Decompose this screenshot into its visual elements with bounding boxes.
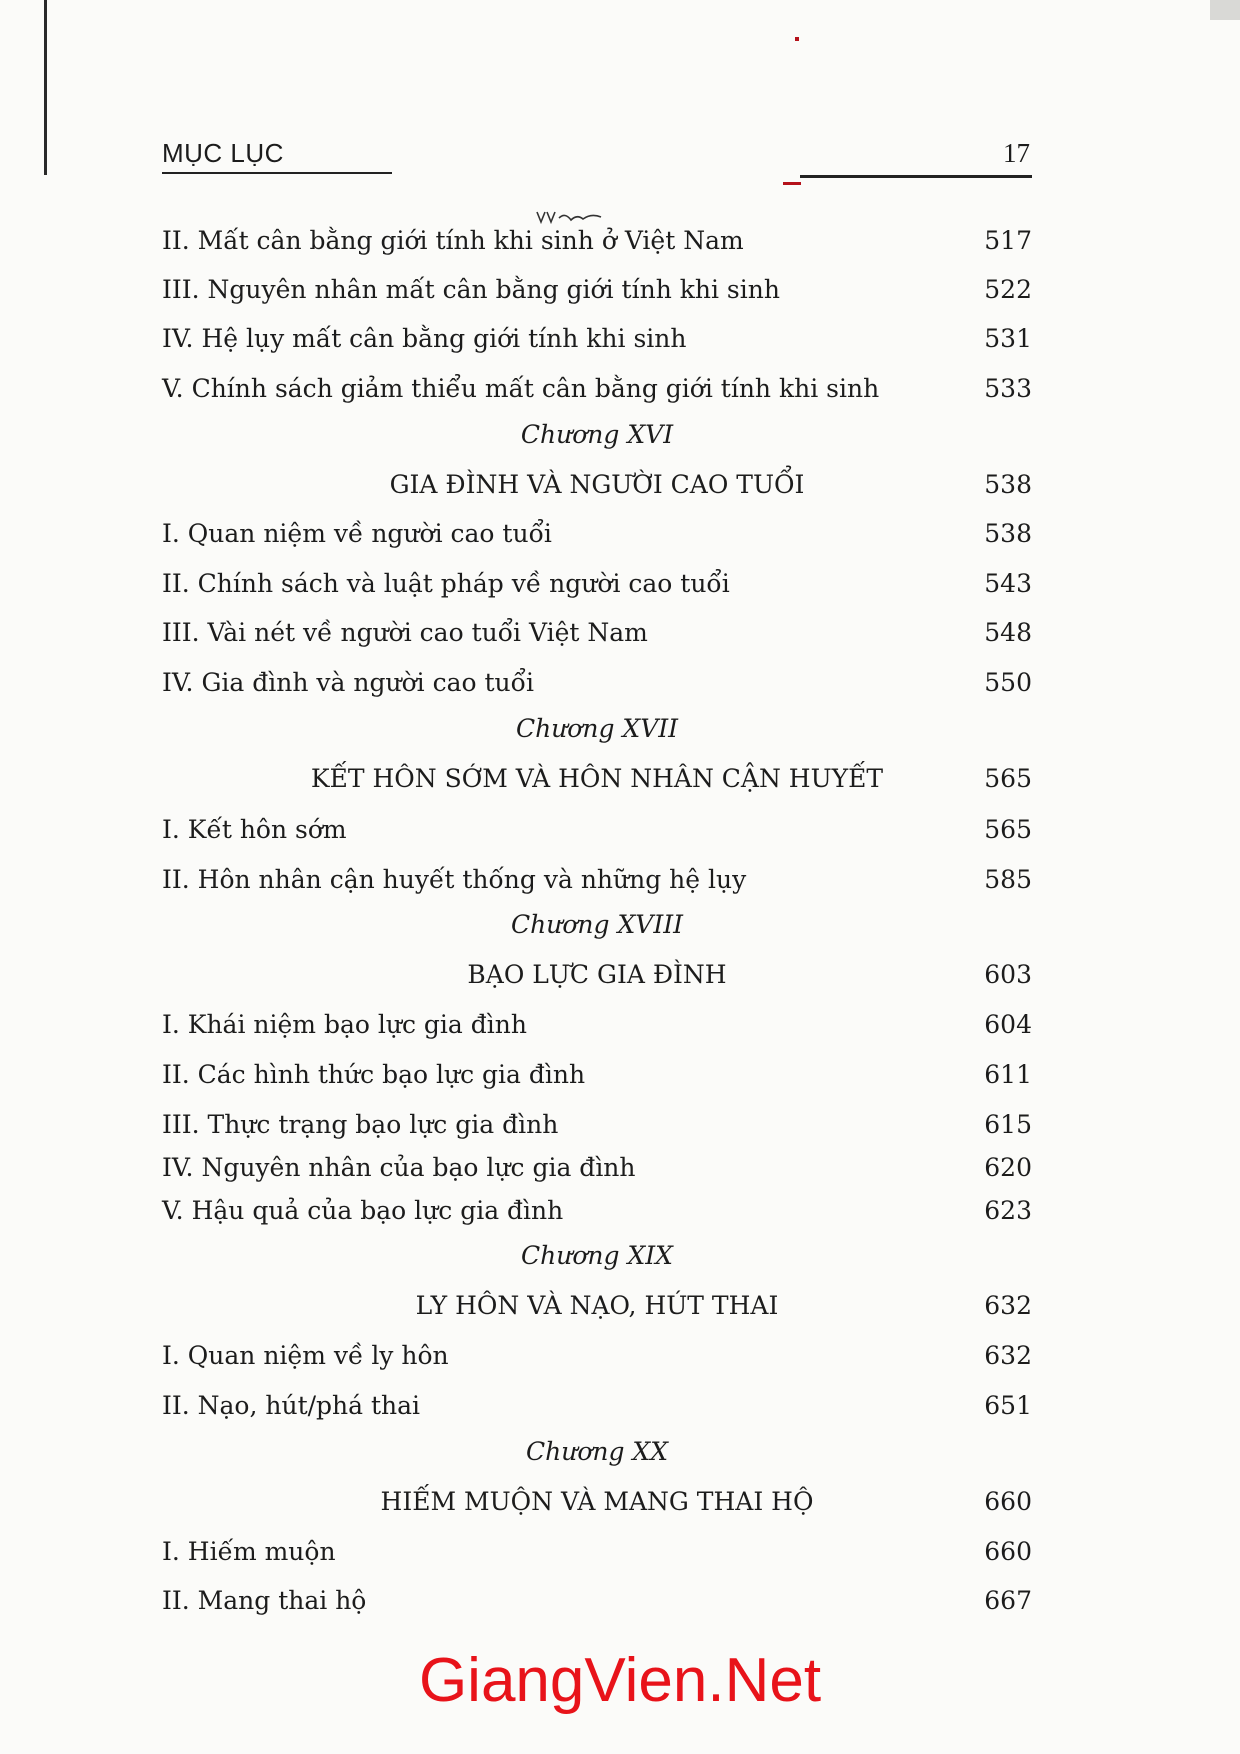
entry-title: II. Các hình thức bạo lực gia đình — [162, 1060, 586, 1089]
entry-page: 517 — [984, 226, 1032, 255]
chapter-title: BẠO LỰC GIA ĐÌNH — [467, 960, 727, 989]
entry-page: 522 — [984, 275, 1032, 304]
entry-title: V. Hậu quả của bạo lực gia đình — [162, 1196, 564, 1225]
entry-page: 620 — [984, 1153, 1032, 1182]
chapter-label: Chương XVI — [520, 420, 674, 449]
entry-title: II. Chính sách và luật pháp về người cao tuổi — [162, 569, 730, 598]
entry-title: II. Mang thai hộ — [162, 1586, 367, 1615]
entry-page: 543 — [984, 569, 1032, 598]
header-rule-left — [162, 172, 392, 174]
page-corner-shadow — [1210, 0, 1240, 20]
chapter-page: 632 — [984, 1291, 1032, 1320]
entry-title: III. Nguyên nhân mất cân bằng giới tính khi sinh — [162, 275, 780, 304]
chapter-label: Chương XVIII — [511, 910, 683, 939]
entry-title: II. Hôn nhân cận huyết thống và những hệ lụy — [162, 865, 747, 894]
chapter-label: Chương XIX — [521, 1241, 673, 1270]
entry-page: 548 — [984, 618, 1032, 647]
entry-title: V. Chính sách giảm thiểu mất cân bằng giới tính khi sinh — [162, 374, 880, 403]
entry-page: 651 — [984, 1391, 1032, 1420]
toc-entry[interactable] — [162, 865, 1032, 905]
toc-entry[interactable] — [162, 374, 1032, 414]
chapter-page: 603 — [984, 960, 1032, 989]
running-head: MỤC LỤC — [162, 138, 284, 168]
red-tick-mark — [783, 182, 801, 185]
toc-entry[interactable] — [162, 668, 1032, 708]
toc-entry[interactable] — [162, 569, 1032, 609]
chapter-label: Chương XVII — [515, 714, 679, 743]
entry-page: 604 — [984, 1010, 1032, 1039]
chapter-page: 660 — [984, 1487, 1032, 1516]
chapter-heading[interactable] — [162, 1291, 1032, 1331]
toc-entry[interactable] — [162, 1110, 1032, 1150]
entry-page: 585 — [984, 865, 1032, 894]
entry-page: 667 — [984, 1586, 1032, 1615]
chapter-title: HIẾM MUỘN VÀ MANG THAI HỘ — [380, 1487, 814, 1516]
toc-entry[interactable] — [162, 618, 1032, 658]
chapter-label: Chương XX — [525, 1437, 669, 1466]
toc-entry[interactable] — [162, 815, 1032, 855]
entry-title: I. Quan niệm về người cao tuổi — [162, 519, 552, 548]
toc-entry[interactable] — [162, 226, 1032, 266]
site-watermark: GiangVien.Net — [418, 1646, 822, 1715]
chapter-title: KẾT HÔN SỚM VÀ HÔN NHÂN CẬN HUYẾT — [310, 764, 884, 793]
toc-entry[interactable] — [162, 519, 1032, 559]
entry-page: 565 — [984, 815, 1032, 844]
entry-page: 533 — [984, 374, 1032, 403]
chapter-heading[interactable] — [162, 960, 1032, 1000]
entry-title: I. Quan niệm về ly hôn — [162, 1341, 449, 1370]
chapter-page: 538 — [984, 470, 1032, 499]
chapter-title: LY HÔN VÀ NẠO, HÚT THAI — [415, 1291, 779, 1320]
toc-entry[interactable] — [162, 1010, 1032, 1050]
entry-page: 660 — [984, 1537, 1032, 1566]
entry-page: 550 — [984, 668, 1032, 697]
entry-title: I. Khái niệm bạo lực gia đình — [162, 1010, 527, 1039]
entry-title: II. Mất cân bằng giới tính khi sinh ở Việt Nam — [162, 226, 744, 255]
entry-title: IV. Gia đình và người cao tuổi — [162, 668, 534, 697]
toc-entry[interactable] — [162, 1341, 1032, 1381]
entry-title: I. Kết hôn sớm — [162, 815, 347, 844]
entry-page: 611 — [984, 1060, 1032, 1089]
entry-page: 538 — [984, 519, 1032, 548]
toc-entry[interactable] — [162, 1153, 1032, 1193]
toc-entry[interactable] — [162, 1060, 1032, 1100]
red-mark — [795, 37, 799, 41]
chapter-title: GIA ĐÌNH VÀ NGƯỜI CAO TUỔI — [389, 470, 805, 499]
entry-title: I. Hiếm muộn — [162, 1537, 336, 1566]
toc-entry[interactable] — [162, 1537, 1032, 1577]
toc-entry[interactable] — [162, 1586, 1032, 1626]
binding-edge — [44, 0, 47, 175]
page-number: 17 — [1003, 138, 1030, 168]
chapter-heading[interactable] — [162, 470, 1032, 510]
entry-title: III. Thực trạng bạo lực gia đình — [162, 1110, 559, 1139]
entry-title: II. Nạo, hút/phá thai — [162, 1391, 421, 1420]
handwritten-scribble — [535, 210, 605, 226]
entry-page: 632 — [984, 1341, 1032, 1370]
entry-page: 531 — [984, 324, 1032, 353]
entry-title: IV. Hệ lụy mất cân bằng giới tính khi sinh — [162, 324, 687, 353]
entry-title: IV. Nguyên nhân của bạo lực gia đình — [162, 1153, 636, 1182]
chapter-heading[interactable] — [162, 764, 1032, 804]
toc-entry[interactable] — [162, 1391, 1032, 1431]
toc-entry[interactable] — [162, 275, 1032, 315]
entry-page: 615 — [984, 1110, 1032, 1139]
header-rule-right — [800, 175, 1032, 178]
chapter-page: 565 — [984, 764, 1032, 793]
entry-title: III. Vài nét về người cao tuổi Việt Nam — [162, 618, 648, 647]
entry-page: 623 — [984, 1196, 1032, 1225]
chapter-heading[interactable] — [162, 1487, 1032, 1527]
toc-entry[interactable] — [162, 324, 1032, 364]
toc-entry[interactable] — [162, 1196, 1032, 1236]
